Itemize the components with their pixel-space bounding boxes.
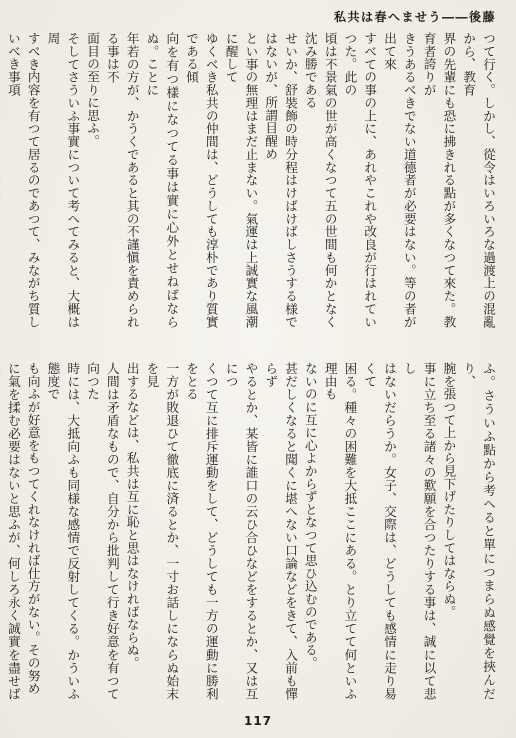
upper-text-column: そしてさういふ事實について考へてみると、大概は周 bbox=[45, 32, 81, 328]
upper-text-column: つて行く。しかし、從令はいろいろな過渡上の混亂から、教育 bbox=[461, 32, 496, 328]
upper-text-column: 面目の至りに思ふ。 bbox=[85, 32, 101, 148]
upper-text-column: すべての事の上に、あれやこれや改良が行はれていつた。此の bbox=[342, 32, 378, 328]
upper-text-column: ゆくべき私共の仲間は、どうしても淳朴であり質實である傾 bbox=[184, 32, 219, 328]
lower-text-column: に氣を揉む必要はないと思ふが、何しろ永く誠實を盡せば bbox=[5, 362, 21, 700]
upper-text-column: 頃は不景氣の世が高くなつて五の世間も何かとなく沈み勝である bbox=[302, 32, 338, 328]
upper-text-column: せいか、舒裝飾の時分程はけばけばしさうする様ではないが、所謂目醒め bbox=[263, 32, 299, 328]
lower-text-column: ふ。さういふ點から考へると單につまらぬ感覺を挾んだり、 bbox=[461, 362, 496, 700]
upper-text-column: とい事の無理はまだ止まない。氣運は上誠實な風潮に醒して bbox=[223, 32, 259, 328]
lower-text-column: 時には、大抵向ふも同様な感情で反射してくる。かういふ態度で bbox=[45, 362, 81, 700]
text-block-upper bbox=[5, 32, 498, 328]
lower-text-column: やるとか、某皆に誰口の云ひ合ひなどをするとか、又は互につ bbox=[223, 362, 259, 700]
lower-text-column: 出するなどは、私共は互に恥と思はなければならぬ。 bbox=[124, 362, 140, 670]
upper-text-column: すべき内容を有つて居るのであつて、みながち質しいべき事項 bbox=[5, 32, 41, 328]
lower-text-column: ないのに互に心よからずとなつて思ひ込むのである。 bbox=[302, 362, 318, 670]
lower-text-column: 一方が敗退ひて徹底に済るとか、一寸お話しにならぬ始末を見 bbox=[144, 362, 180, 700]
upper-text-column: きうあるべきでない道德者が必要はない。等の者が出て來 bbox=[382, 32, 417, 328]
running-head-title: 私共は春へませう――後藤 bbox=[333, 10, 496, 24]
lower-text-column: はないだらうか。女子、交際は、どうしても感情に走り易くて bbox=[362, 362, 398, 700]
lower-text-column: 人間は矛盾なもので、自分から批判して行き好意を有つて向つた bbox=[85, 362, 120, 700]
lower-text-column: 困る。種々の困難を大抵ここにある。とり立てて何といふ理由も bbox=[322, 362, 358, 700]
upper-text-column bbox=[0, 32, 3, 328]
page-number: 117 bbox=[243, 714, 273, 728]
lower-text-column: 甚だしくなると聞くに堪へない口論などをきて、入前も憚らず bbox=[263, 362, 299, 700]
lower-text-column: も向ふが好意をもつてくれなければ仕方がない。その努め bbox=[25, 362, 41, 695]
text-block-lower bbox=[5, 362, 498, 700]
running-head bbox=[334, 8, 496, 25]
upper-text-column: 界の先輩にも恐に拂きれる點が多くなつて來た。教育者誇りが bbox=[421, 32, 457, 328]
upper-text-column: 向を有つ樣になつてる事は實に心外とせねばならぬ。ことに bbox=[144, 32, 180, 328]
upper-text-column: 年若の方が、かうくであると其の不謹愼を責められる事は不 bbox=[104, 32, 140, 328]
lower-text-column: 事に立ち至る諸々の歎願を合つたりする事は、誠に以て悲し bbox=[401, 362, 437, 700]
lower-text-column: くつて互に排斥運動をして、どうしても一方の運動に勝利をとる bbox=[184, 362, 219, 700]
lower-text-column: 腕を張つて上から見下げたりしてはならぬ。 bbox=[441, 362, 457, 618]
